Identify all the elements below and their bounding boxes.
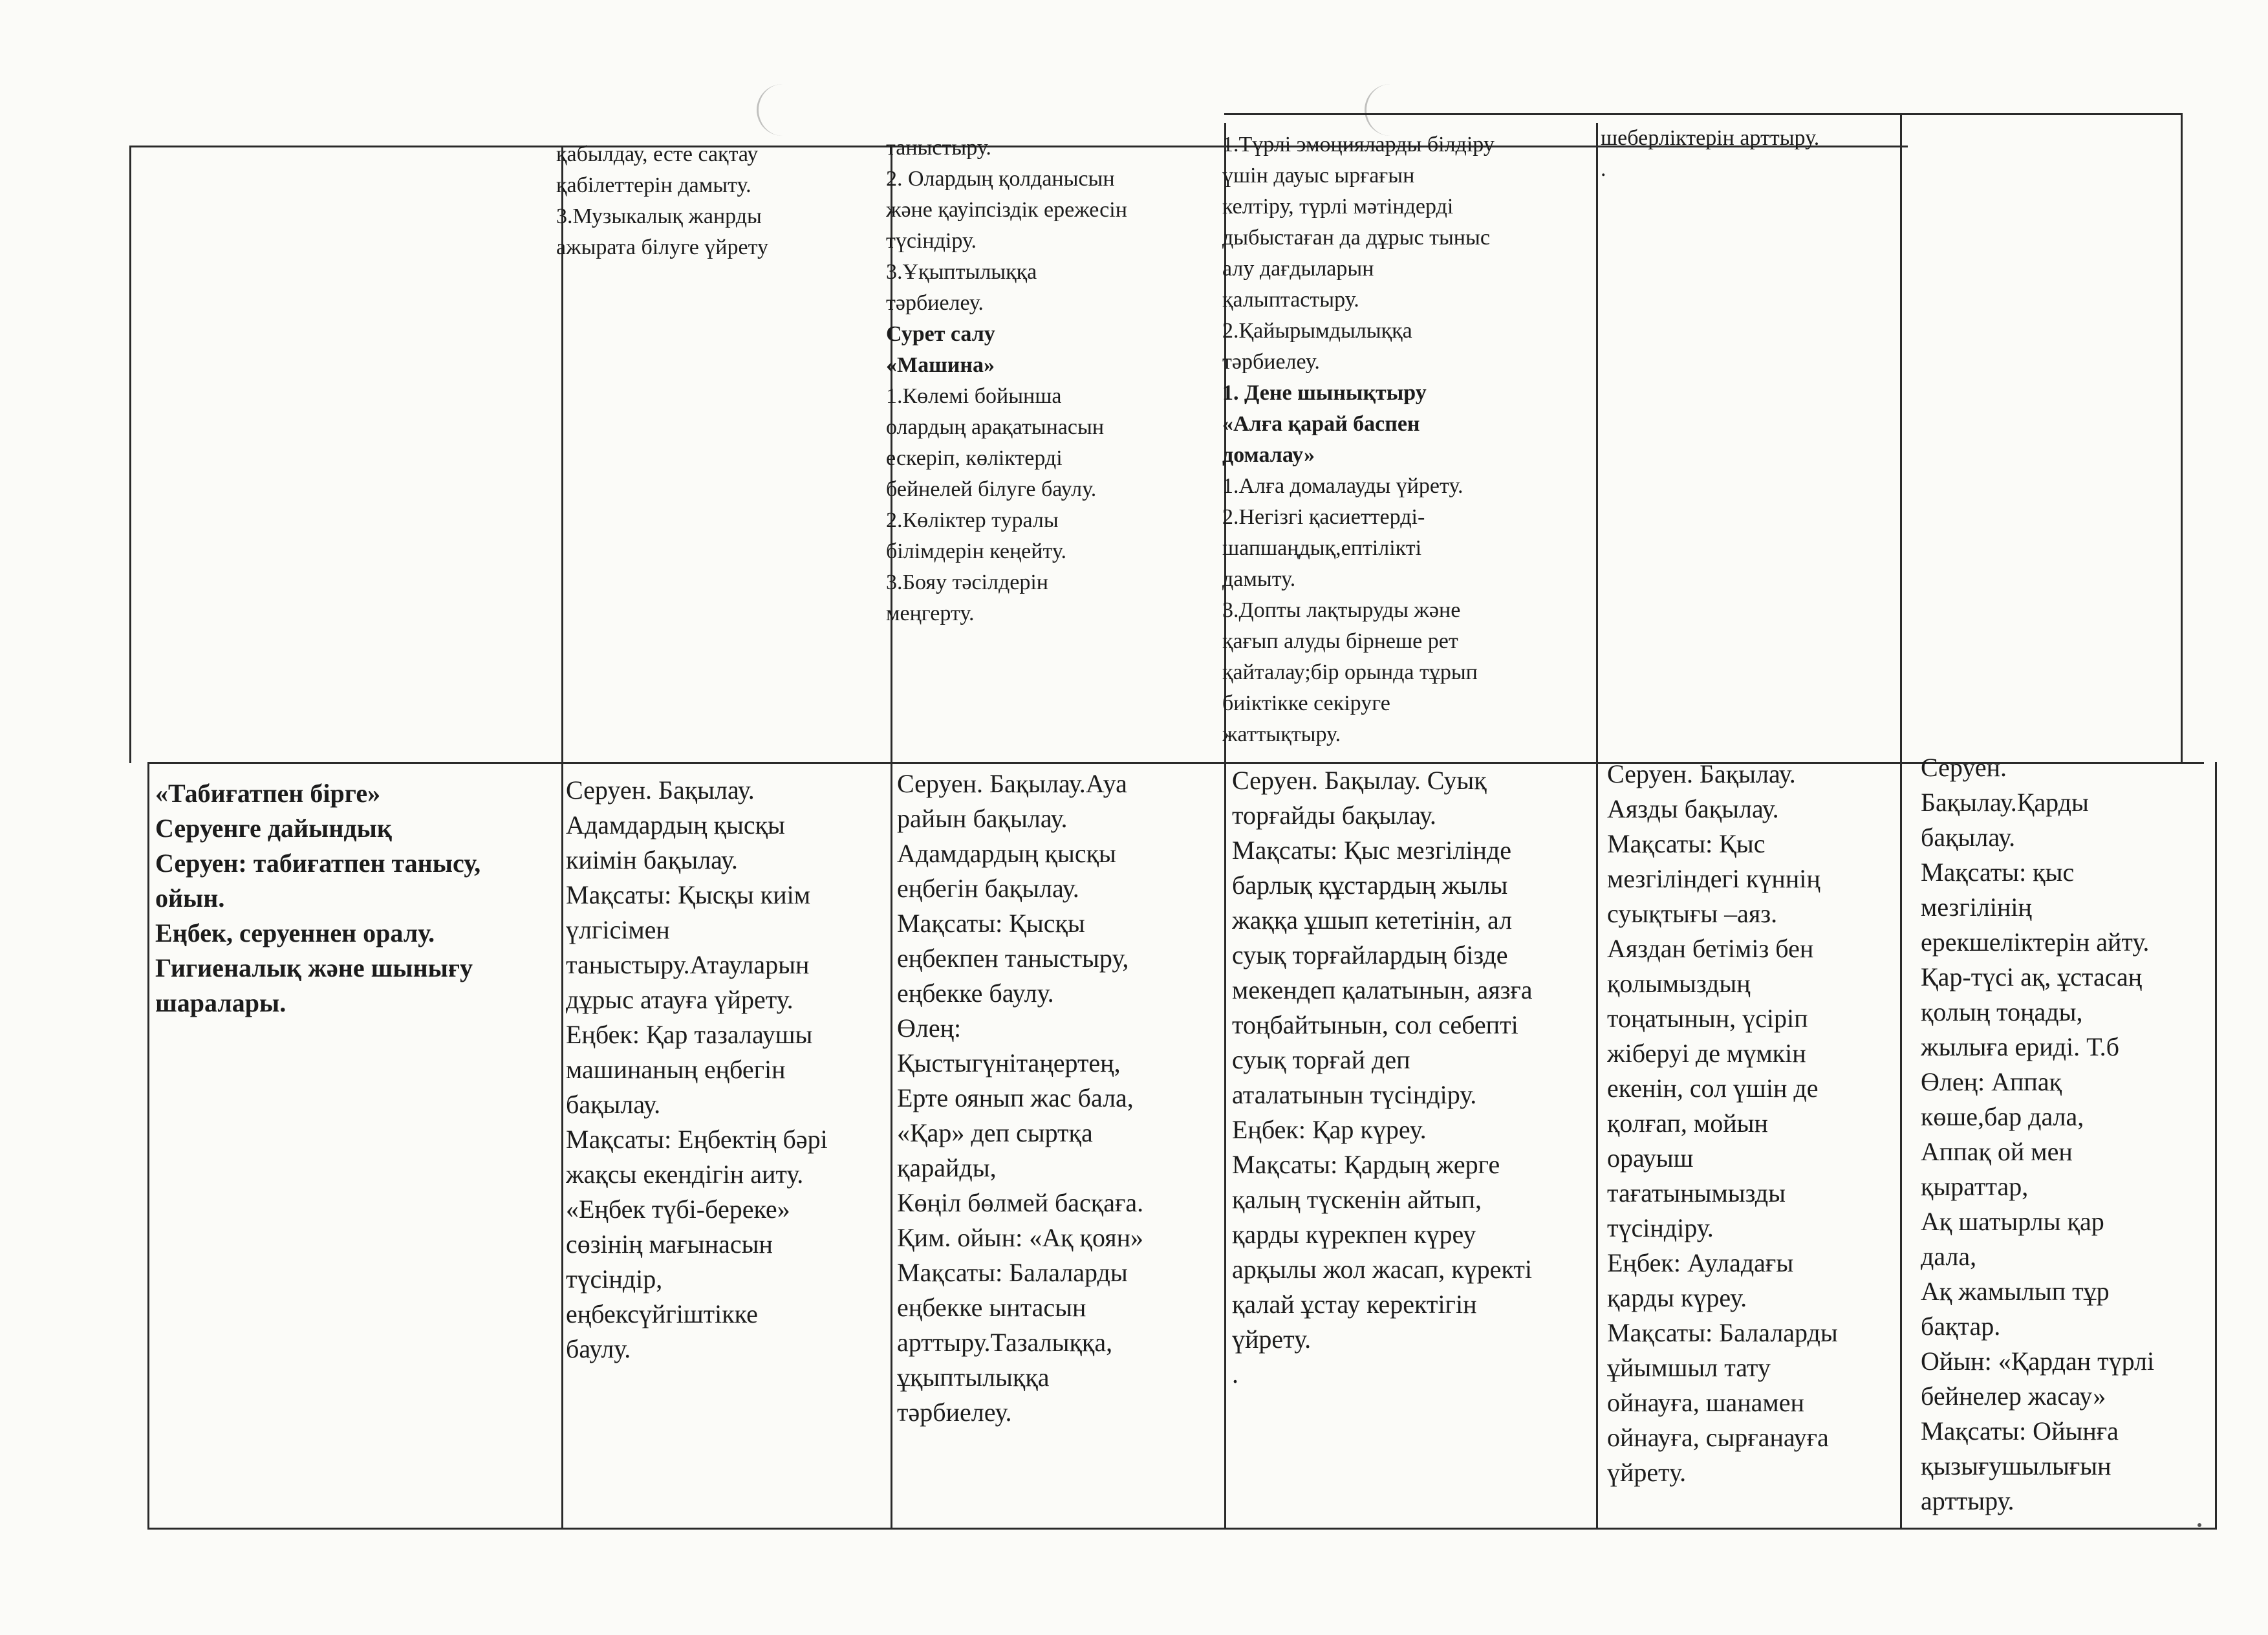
cell-text-line: «Еңбек түбі-береке» bbox=[566, 1195, 790, 1224]
cell-text-line: бақылау. bbox=[566, 1090, 661, 1119]
cell-text-line: тәрбиелеу. bbox=[1222, 350, 1320, 374]
cell-text-line: Мақсаты: Қыс мезгілінде bbox=[1232, 836, 1511, 865]
cell-text-line: Көңіл бөлмей басқаға. bbox=[897, 1188, 1144, 1217]
row1-col4-cell bbox=[1222, 129, 1591, 760]
cell-text-line: тәрбиелеу. bbox=[886, 291, 984, 315]
cell-text-line: шапшаңдық,ептілікті bbox=[1222, 536, 1422, 560]
cell-text-line: Қыстыгүнітаңертең, bbox=[897, 1048, 1121, 1077]
punch-hole-left bbox=[757, 84, 784, 136]
cell-text-line: Ақ жамылып тұр bbox=[1921, 1277, 2110, 1306]
cell-text-line: меңгерту. bbox=[886, 601, 975, 625]
cell-text-line: қалай ұстау керектігін bbox=[1232, 1290, 1477, 1319]
cell-text-line: баулу. bbox=[566, 1334, 631, 1363]
cell-text-line: қайталау;бір орында тұрып bbox=[1222, 660, 1478, 684]
cell-text-line: олардың арақатынасын bbox=[886, 415, 1105, 439]
cell-text-line: Гигиеналық және шынығу bbox=[155, 953, 473, 982]
cell-text-line: еңбекке баулу. bbox=[897, 979, 1054, 1008]
cell-text-line: еңбекке ынтасын bbox=[897, 1293, 1086, 1322]
cell-text-line: қолғап, мойын bbox=[1607, 1109, 1768, 1138]
cell-text-line: Серуен: табиғатпен танысу, bbox=[155, 849, 481, 878]
cell-text-line: және қауіпсіздік ережесін bbox=[886, 198, 1127, 222]
cell-text-line: барлық құстардың жылы bbox=[1232, 871, 1508, 900]
cell-text-line: бейнелер жасау» bbox=[1921, 1381, 2106, 1411]
cell-text-line: қабылдау, есте сақтау bbox=[556, 142, 759, 166]
cell-text-line: суық торғайлардың бізде bbox=[1232, 940, 1508, 969]
cell-text-line: . bbox=[1601, 157, 1606, 181]
column-divider-5 bbox=[1900, 113, 1902, 1528]
cell-text-line: бейнелей білуге баулу. bbox=[886, 477, 1097, 501]
cell-text-line: қабілеттерін дамыту. bbox=[556, 173, 751, 197]
cell-text-line: қалың түскенін айтып, bbox=[1232, 1185, 1482, 1214]
cell-text-line: Еңбек, серуеннен оралу. bbox=[155, 918, 435, 947]
table-bottom-border bbox=[147, 1528, 2217, 1530]
row2-col5-cell bbox=[1607, 757, 1895, 1520]
cell-text-line: ойнауға, сырғанауға bbox=[1607, 1423, 1829, 1452]
cell-text-line: Аппақ ой мен bbox=[1921, 1137, 2073, 1166]
row2-col6-cell bbox=[1921, 750, 2212, 1526]
cell-text-line: Ақ шатырлы қар bbox=[1921, 1207, 2104, 1236]
cell-text-line: еңбекпен таныстыру, bbox=[897, 944, 1129, 973]
cell-text-line: орауыш bbox=[1607, 1143, 1694, 1173]
cell-text-line: түсіндір, bbox=[566, 1264, 663, 1294]
cell-text-line: қолымыздың bbox=[1607, 969, 1751, 998]
cell-text-line: Қим. ойын: «Ақ қоян» bbox=[897, 1223, 1143, 1252]
cell-text-line: 2.Көліктер туралы bbox=[886, 508, 1059, 532]
cell-text-line: алу дағдыларын bbox=[1222, 257, 1374, 281]
cell-text-line: арттыру. bbox=[1921, 1486, 2014, 1515]
cell-text-line: үйрету. bbox=[1232, 1325, 1312, 1354]
cell-text-line: арқылы жол жасап, күректі bbox=[1232, 1255, 1532, 1284]
column-divider-4 bbox=[1596, 123, 1598, 1528]
cell-text-line: Серуен. Бақылау.Ауа bbox=[897, 769, 1127, 798]
cell-text-line: Еңбек: Ауладағы bbox=[1607, 1248, 1794, 1277]
cell-text-line: Мақсаты: Қысқы bbox=[897, 909, 1085, 938]
cell-text-line: ойнауға, шанамен bbox=[1607, 1388, 1804, 1417]
cell-text-line: 3.Ұқыптылыққа bbox=[886, 260, 1037, 284]
table-right-border bbox=[2181, 113, 2183, 763]
cell-text-line: Серуен. Бақылау. Суық bbox=[1232, 766, 1487, 795]
cell-text-line: ескеріп, көліктерді bbox=[886, 446, 1063, 470]
cell-text-line: қалыптастыру. bbox=[1222, 288, 1359, 312]
cell-text-line: Ойын: «Қардан түрлі bbox=[1921, 1347, 2155, 1376]
cell-text-line: шаралары. bbox=[155, 988, 286, 1017]
cell-text-line: 3.Допты лақтыруды және bbox=[1222, 598, 1461, 622]
cell-text-line: 2.Қайырымдылыққа bbox=[1222, 319, 1412, 343]
cell-text-line: киімін бақылау. bbox=[566, 845, 738, 874]
cell-text-line: «Қар» деп сыртқа bbox=[897, 1118, 1093, 1147]
cell-text-line: Мақсаты: Балаларды bbox=[1607, 1318, 1838, 1347]
cell-text-line: 1. Дене шынықтыру bbox=[1222, 381, 1427, 405]
cell-text-line: бақтар. bbox=[1921, 1312, 2001, 1341]
cell-text-line: Аязды бақылау. bbox=[1607, 794, 1779, 823]
cell-text-line: Сурет салу bbox=[886, 322, 995, 346]
cell-text-line: Еңбек: Қар тазалаушы bbox=[566, 1020, 813, 1049]
cell-text-line: Өлең: Аппақ bbox=[1921, 1067, 2062, 1096]
cell-text-line: үшін дауыс ырғағын bbox=[1222, 164, 1415, 188]
row2-col4-cell bbox=[1232, 763, 1594, 1520]
cell-text-line: Мақсаты: қыс bbox=[1921, 858, 2075, 887]
cell-text-line: қызығушылығын bbox=[1921, 1451, 2111, 1480]
cell-text-line: . bbox=[1232, 1359, 1238, 1389]
cell-text-line: райын бақылау. bbox=[897, 804, 1068, 833]
table-left-border bbox=[129, 146, 131, 763]
cell-text-line: дамыту. bbox=[1222, 567, 1296, 591]
cell-text-line: мезгілінің bbox=[1921, 893, 2032, 922]
cell-text-line: Қар-түсі ақ, ұстасаң bbox=[1921, 962, 2143, 991]
cell-text-line: дыбыстаған да дұрыс тыныс bbox=[1222, 226, 1490, 250]
row1-col5-cell bbox=[1601, 123, 1895, 760]
cell-text-line: білімдерін кеңейту. bbox=[886, 539, 1066, 563]
cell-text-line: келтіру, түрлі мәтіндерді bbox=[1222, 195, 1454, 219]
cell-text-line: тәрбиелеу. bbox=[897, 1398, 1012, 1427]
cell-text-line: жақсы екендігін аиту. bbox=[566, 1160, 804, 1189]
cell-text-line: Адамдардың қысқы bbox=[566, 810, 785, 839]
cell-text-line: торғайды бақылау. bbox=[1232, 801, 1436, 830]
cell-text-line: «Машина» bbox=[886, 353, 995, 377]
cell-text-line: қолың тоңады, bbox=[1921, 997, 2083, 1026]
cell-text-line: көше,бар дала, bbox=[1921, 1102, 2084, 1131]
cell-text-line: Серуен. Бақылау. bbox=[566, 775, 755, 805]
row2-col3-cell bbox=[897, 766, 1220, 1520]
table-right-border-lower bbox=[2215, 762, 2217, 1529]
cell-text-line: сөзінің мағынасын bbox=[566, 1229, 773, 1259]
cell-text-line: жаққа ұшып кететінін, ал bbox=[1232, 905, 1513, 935]
cell-text-line: ұйымшыл тату bbox=[1607, 1353, 1771, 1382]
cell-text-line: қыраттар, bbox=[1921, 1172, 2029, 1201]
cell-text-line: еңбексүйгіштікке bbox=[566, 1299, 758, 1328]
cell-text-line: «Табиғатпен бірге» bbox=[155, 779, 381, 808]
punch-hole-right bbox=[1365, 84, 1392, 136]
cell-text-line: 2.Негізгі қасиеттерді- bbox=[1222, 505, 1425, 529]
cell-text-line: үйрету. bbox=[1607, 1458, 1687, 1487]
cell-text-line: қарды күреу. bbox=[1607, 1283, 1747, 1312]
cell-text-line: Мақсаты: Ойынға bbox=[1921, 1416, 2119, 1446]
cell-text-line: үлгісімен bbox=[566, 915, 670, 944]
cell-text-line: 2. Олардың қолданысын bbox=[886, 167, 1115, 191]
cell-text-line: суықтығы –аяз. bbox=[1607, 899, 1778, 928]
cell-text-line: Мақсаты: Қардың жерге bbox=[1232, 1150, 1500, 1179]
cell-text-line: ерекшеліктерін айту. bbox=[1921, 927, 2150, 957]
table-row-divider bbox=[147, 762, 2204, 764]
cell-text-line: тағатынымызды bbox=[1607, 1178, 1786, 1207]
cell-text-line: тоңатынын, үсіріп bbox=[1607, 1004, 1808, 1033]
cell-text-line: қарайды, bbox=[897, 1153, 997, 1182]
cell-text-line: Бақылау.Қарды bbox=[1921, 788, 2089, 817]
cell-text-line: 1.Алға домалауды үйрету. bbox=[1222, 474, 1463, 498]
cell-text-line: Ерте оянып жас бала, bbox=[897, 1083, 1134, 1112]
cell-text-line: ұқыптылыққа bbox=[897, 1363, 1050, 1392]
cell-text-line: бақылау. bbox=[1921, 823, 2016, 852]
cell-text-line: дала, bbox=[1921, 1242, 1977, 1271]
cell-text-line: ойын. bbox=[155, 883, 225, 913]
cell-text-line: Еңбек: Қар күреу. bbox=[1232, 1115, 1427, 1144]
row1-col2-cell bbox=[556, 139, 883, 760]
cell-text-line: қағып алуды бірнеше рет bbox=[1222, 629, 1458, 653]
row1-col3-cell bbox=[886, 133, 1219, 760]
cell-text-line: арттыру.Тазалыққа, bbox=[897, 1328, 1113, 1357]
cell-text-line: түсіндіру. bbox=[886, 229, 977, 253]
cell-text-line: қарды күрекпен күреу bbox=[1232, 1220, 1476, 1249]
cell-text-line: биіктікке секіруге bbox=[1222, 691, 1390, 715]
cell-text-line: Серуен. bbox=[1921, 753, 2007, 782]
cell-text-line: ажырата білуге үйрету bbox=[556, 235, 768, 259]
cell-text-line: шеберліктерін арттыру. bbox=[1601, 126, 1820, 150]
cell-text-line: мезгіліндегі күннің bbox=[1607, 864, 1820, 893]
row2-col2-cell bbox=[566, 773, 886, 1520]
cell-text-line: жылыға ериді. Т.б bbox=[1921, 1032, 2119, 1061]
row2-col1-cell bbox=[155, 776, 556, 1520]
cell-text-line: 3.Музыкалық жанрды bbox=[556, 204, 762, 228]
cell-text-line: Серуенге дайындық bbox=[155, 814, 392, 843]
cell-text-line: 1.Көлемі бойынша bbox=[886, 384, 1062, 408]
cell-text-line: Мақсаты: Балаларды bbox=[897, 1258, 1128, 1287]
row1-col1-cell bbox=[139, 149, 553, 757]
cell-text-line: суық торғай деп bbox=[1232, 1045, 1410, 1074]
cell-text-line: Серуен. Бақылау. bbox=[1607, 759, 1796, 788]
cell-text-line: жаттықтыру. bbox=[1222, 722, 1341, 746]
cell-text-line: «Алға қарай баспен bbox=[1222, 412, 1420, 436]
cell-text-line: мекендеп қалатынын, аязға bbox=[1232, 975, 1533, 1004]
cell-text-line: Мақсаты: Қыс bbox=[1607, 829, 1766, 858]
table-top-border-upper bbox=[1224, 113, 2181, 115]
cell-text-line: дұрыс атауға үйрету. bbox=[566, 985, 794, 1014]
row1-col6-cell bbox=[1905, 123, 2176, 760]
cell-text-line: еңбегін бақылау. bbox=[897, 874, 1079, 903]
cell-text-line: жіберуі де мүмкін bbox=[1607, 1039, 1806, 1068]
cell-text-line: домалау» bbox=[1222, 443, 1315, 467]
cell-text-line: таныстыру.Атауларын bbox=[566, 950, 810, 979]
cell-text-line: екенін, сол үшін де bbox=[1607, 1074, 1819, 1103]
cell-text-line: тоңбайтынын, сол себепті bbox=[1232, 1010, 1518, 1039]
cell-text-line: аталатынын түсіндіру. bbox=[1232, 1080, 1477, 1109]
cell-text-line: Адамдардың қысқы bbox=[897, 839, 1116, 868]
cell-text-line: түсіндіру. bbox=[1607, 1213, 1714, 1242]
cell-text-line: Мақсаты: Еңбектің бәрі bbox=[566, 1125, 828, 1154]
cell-text-line: Аяздан бетіміз бен bbox=[1607, 934, 1814, 963]
cell-text-line: 1.Түрлі эмоцияларды білдіру bbox=[1222, 133, 1495, 157]
table-left-border-lower bbox=[147, 762, 149, 1529]
cell-text-line: таныстыру. bbox=[886, 136, 991, 160]
cell-text-line: 3.Бояу тәсілдерін bbox=[886, 570, 1048, 594]
cell-text-line: машинаның еңбегін bbox=[566, 1055, 786, 1084]
scan-speck bbox=[2198, 1523, 2201, 1527]
cell-text-line: Өлең: bbox=[897, 1013, 962, 1043]
cell-text-line: Мақсаты: Қысқы киім bbox=[566, 880, 811, 909]
